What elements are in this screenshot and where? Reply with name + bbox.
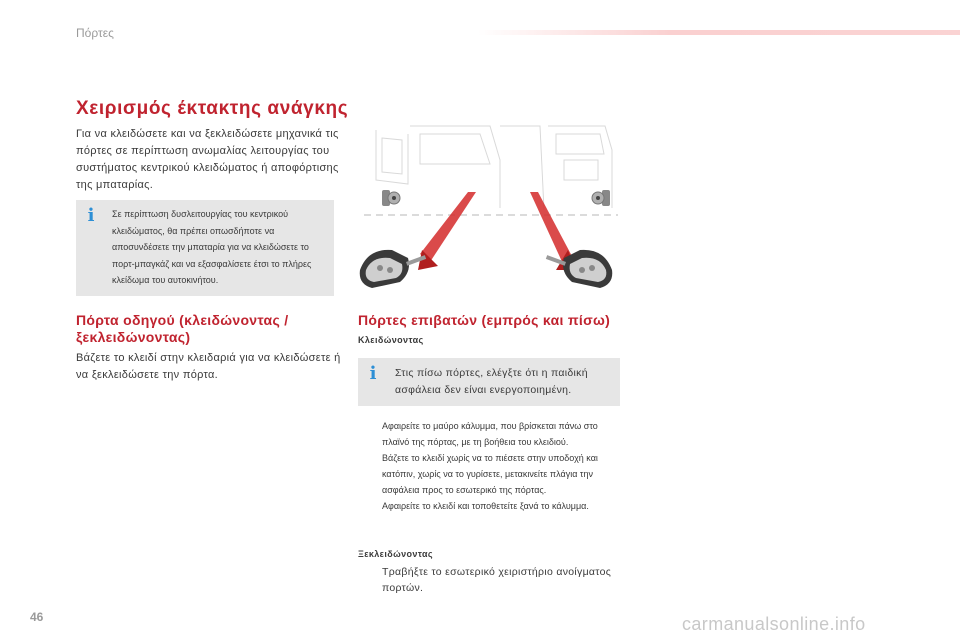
watermark: carmanualsonline.info [682, 614, 866, 634]
list-item: Αφαιρείτε το μαύρο κάλυμμα, που βρίσκεται πάνω στο πλαϊνό της πόρτας, με τη βοήθεια του κλειδιού. [382, 421, 598, 447]
lock-heading: Κλειδώνοντας [358, 335, 424, 345]
info-icon: i [87, 205, 95, 226]
passenger-doors-title: Πόρτες επιβατών (εμπρός και πίσω) [358, 312, 611, 328]
emergency-intro: Για να κλειδώσετε και να ξεκλειδώσετε μηχανικά τις πόρτες σε περίπτωση ανωμαλίας λειτουργίας του συστήματος κεντρικού κλειδώματος ή αποφόρτισης της μπαταρίας. [76, 128, 339, 191]
door-lock-illustration-svg [350, 120, 622, 304]
key-cylinder-icon [382, 190, 400, 206]
door-lock-illustration [350, 120, 622, 304]
list-item: Βάζετε το κλειδί χωρίς να το πιέσετε στην υποδοχή και κατόπιν, χωρίς να το γυρίσετε, μετακινείτε πλάγια την ασφάλεια προς το εσωτερικό της πόρτας. [382, 453, 598, 495]
list-item: Αφαιρείτε το κλειδί και τοποθετείτε ξανά το κάλυμμα. [382, 501, 589, 511]
page-number: 46 [30, 610, 44, 624]
key-fob-icon [546, 250, 612, 288]
unlock-step: Τραβήξτε το εσωτερικό χειριστήριο ανοίγματος πορτών. [382, 566, 612, 594]
driver-door-title: Πόρτα οδηγού (κλειδώνοντας / ξεκλειδώνοντας) [76, 312, 289, 345]
emergency-info-text: Σε περίπτωση δυσλειτουργίας του κεντρικού κλειδώματος, θα πρέπει οπωσδήποτε να αποσυνδέσετε την μπαταρία για να κλειδώσετε το πορτ-μπαγκάζ και να εξασφαλίσετε έτσι το πλήρες κλείδωμα του αυτοκινήτου. [112, 209, 312, 285]
header-gradient-bar [478, 30, 960, 35]
header-section-title: Πόρτες [76, 26, 114, 40]
emergency-title: Χειρισμός έκτακτης ανάγκης [76, 98, 349, 119]
key-fob-icon [360, 250, 426, 288]
passenger-info-box [358, 358, 620, 406]
emergency-info-box [76, 200, 334, 296]
info-icon: i [369, 363, 377, 384]
passenger-info-text: Στις πίσω πόρτες, ελέγξτε ότι η παιδική ασφάλεια δεν είναι ενεργοποιημένη. [395, 367, 588, 396]
unlock-heading: Ξεκλειδώνοντας [358, 549, 434, 559]
key-cylinder-icon [592, 190, 610, 206]
lock-steps-list [358, 418, 623, 514]
driver-door-text: Βάζετε το κλειδί στην κλειδαριά για να κλειδώσετε ή να ξεκλειδώσετε την πόρτα. [76, 352, 341, 381]
